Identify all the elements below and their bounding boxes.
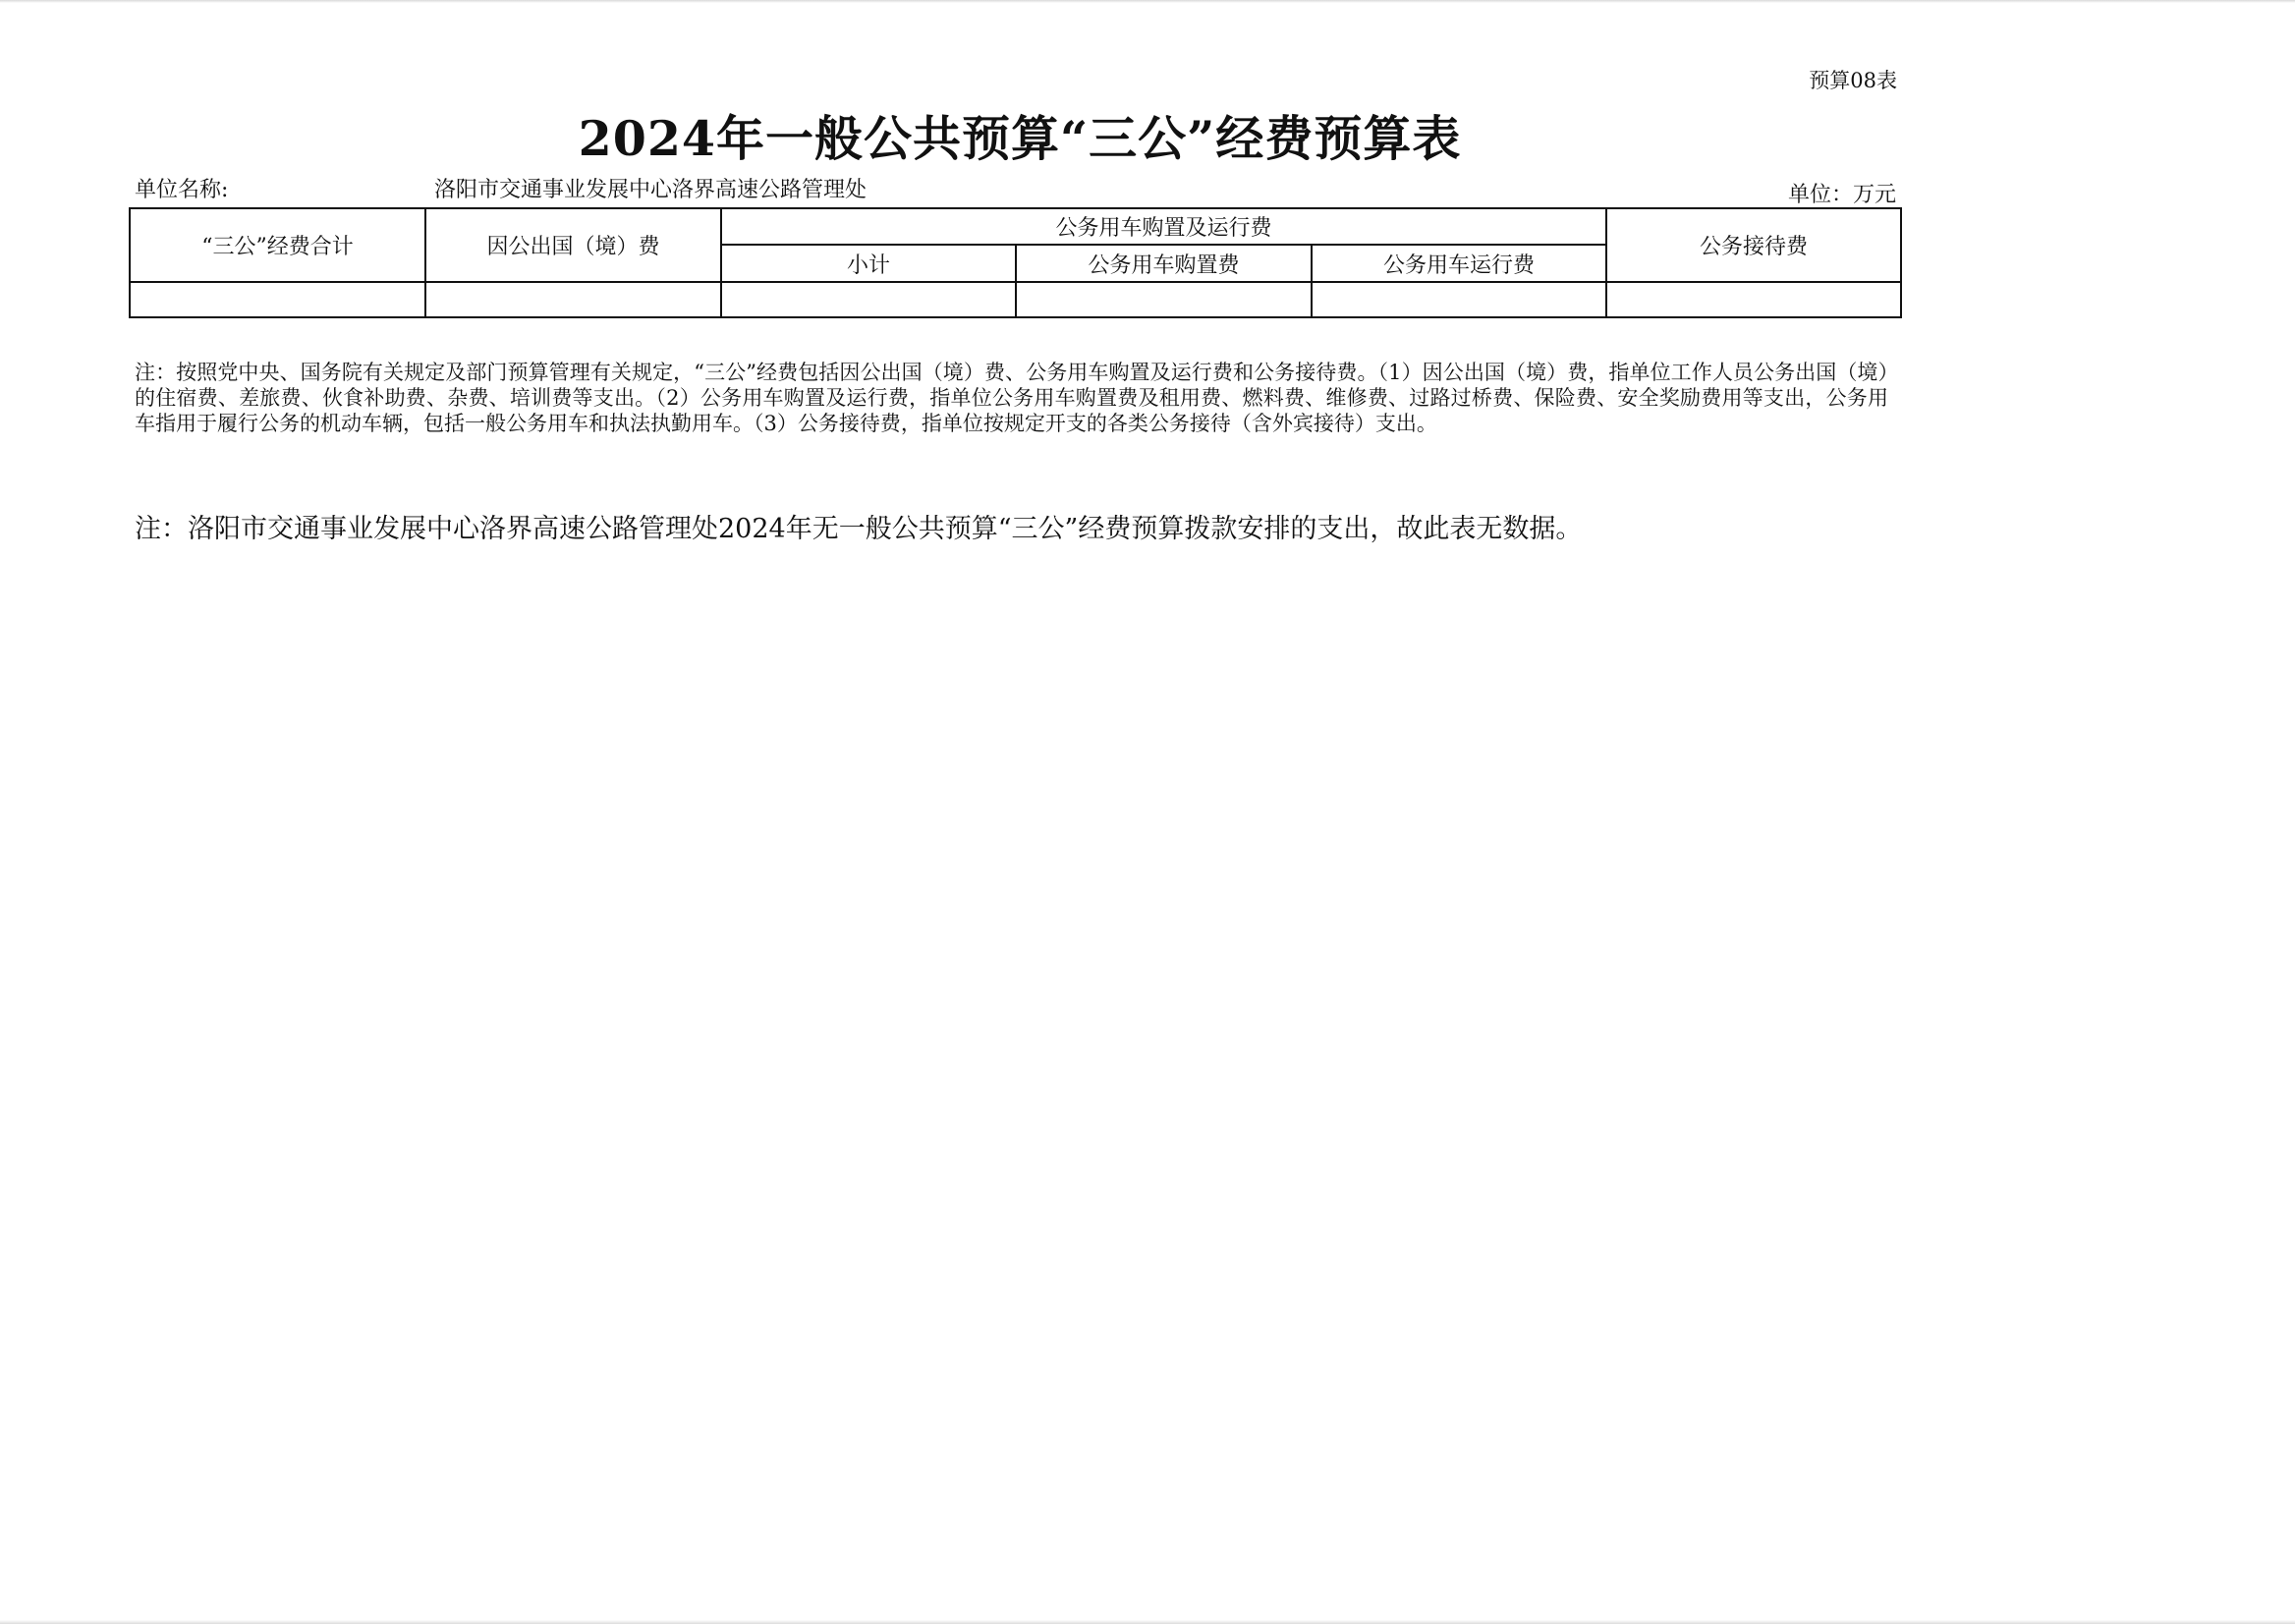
col-header-reception: 公务接待费 — [1606, 208, 1901, 282]
col-header-vehicle-subtotal: 小计 — [721, 245, 1016, 282]
page-title: 2024年一般公共预算“三公”经费预算表 — [578, 110, 1462, 167]
form-number: 预算08表 — [1809, 69, 1897, 92]
scan-edge-bottom — [0, 1620, 2295, 1624]
col-header-vehicle-operation: 公务用车运行费 — [1312, 245, 1606, 282]
unit-name-value: 洛阳市交通事业发展中心洛界高速公路管理处 — [434, 178, 868, 202]
col-header-overseas: 因公出国（境）费 — [425, 208, 721, 282]
cell-reception — [1606, 282, 1901, 317]
budget-table — [129, 207, 1902, 318]
table-header-row — [130, 208, 1901, 245]
unit-name-label: 单位名称: — [135, 178, 229, 202]
cell-total — [130, 282, 425, 317]
cell-vehicle-operation — [1312, 282, 1606, 317]
definition-note: 注：按照党中央、国务院有关规定及部门预算管理有关规定，“三公”经费包括因公出国（境）费、公务用车购置及运行费和公务接待费。（1）因公出国（境）费，指单位工作人员公务出国（境）的住宿费、差旅费、伙食补助费、杂费、培训费等支出。（2）公务用车购置及运行费，指单位公务用车购置费及租用费、燃料费、维修费、过路过桥费、保险费、安全奖励费用等支出，公务用车指用于履行公务的机动车辆，包括一般公务用车和执法执勤用车。（3）公务接待费，指单位按规定开支的各类公务接待（含外宾接待）支出。 — [135, 361, 1888, 435]
col-header-vehicle-group: 公务用车购置及运行费 — [721, 208, 1606, 245]
col-header-total: “三公”经费合计 — [130, 208, 425, 282]
no-data-note: 注：洛阳市交通事业发展中心洛界高速公路管理处2024年无一般公共预算“三公”经费预算拨款安排的支出，故此表无数据。 — [135, 514, 1583, 544]
cell-overseas — [425, 282, 721, 317]
scan-edge-top — [0, 0, 2295, 3]
cell-vehicle-purchase — [1016, 282, 1312, 317]
col-header-vehicle-purchase: 公务用车购置费 — [1016, 245, 1312, 282]
currency-unit: 单位：万元 — [1787, 183, 1896, 207]
table-row — [130, 282, 1901, 317]
cell-vehicle-subtotal — [721, 282, 1016, 317]
